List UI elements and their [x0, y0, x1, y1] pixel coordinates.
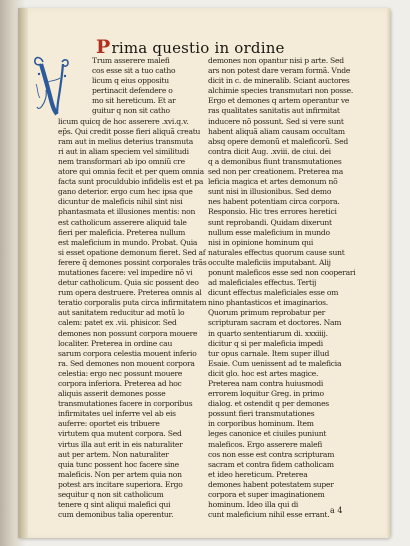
text-line: ad maleficiales effectus. Tertij	[208, 278, 317, 288]
text-line: tur opus carnale. Item super illud	[208, 348, 330, 358]
text-line: aut per artem. Non naturaliter	[58, 449, 169, 459]
text-line: scripturam sacram et doctores. Nam	[208, 318, 342, 328]
text-line: maleficis. Non per artem quia non	[58, 469, 182, 479]
text-line: maleficos. Ergo asserere malefi	[208, 439, 323, 449]
text-line: ri aut in aliam speciem vel similitudi	[58, 146, 189, 156]
text-line: transmutationes facere in corporibus	[58, 399, 193, 409]
text-line: inducere nõ possunt. Sed si vere sunt	[208, 116, 344, 126]
text-line: licum quicq de hoc asserere .xvi.q.v.	[58, 116, 189, 126]
text-line: et ideo hereticum. Preterea	[208, 469, 308, 479]
text-line: cum demonibus talia operentur.	[58, 510, 174, 520]
text-line: dicit in c. de mineralib. Sciant auctores	[208, 76, 350, 86]
text-line: Ergo et demones q artem operantur ve	[208, 96, 350, 106]
text-line: rum opera destruere. Preterea omnis al	[58, 288, 202, 298]
text-line: nullum esse maleficium in mundo	[208, 227, 330, 237]
text-line: guitur q non sit catho	[92, 106, 170, 116]
text-line: nino phantasticos et imaginarios.	[208, 298, 328, 308]
text-line: alchimie species transmutari non posse.	[208, 86, 354, 96]
text-line: demones non opantur nisi p arte. Sed	[208, 56, 344, 65]
text-line: dialog. et ostendit q per demones	[208, 399, 329, 409]
text-line: ra. Sed demones non mouent corpora	[58, 358, 195, 368]
text-line: sarum corpora celestia mouent inferio	[58, 348, 197, 358]
page-binding-edge	[18, 8, 28, 538]
text-line: contra dicit Aug. .xviii. de ciui. dei	[208, 146, 331, 156]
text-line: sunt reprobandi. Quidam dixerunt	[208, 217, 332, 227]
text-column-left	[58, 56, 207, 520]
text-line: calem: patet ex .vii. phisicor. Sed	[58, 318, 177, 328]
text-line: occulte maleficiis imputabant. Alij	[208, 257, 331, 267]
text-line: phantasmata et illusiones mentis: non	[58, 207, 196, 217]
text-line: ep̃s. Qui credit posse fieri aliquã creatu	[58, 126, 201, 136]
text-line: nes habent potentiam circa corpora.	[208, 197, 340, 207]
text-line: ars non potest dare veram formã. Vnde	[208, 66, 351, 76]
text-line: cunt maleficium nihil esse errant.	[208, 510, 330, 520]
text-line: in corporibus hominum. Item	[208, 419, 314, 429]
text-line: habent aliquã aliam causam occultam	[208, 126, 345, 136]
text-line: ram aut in melius deterius transmuta	[58, 136, 193, 146]
text-line: tenere q sint aliqui malefici qui	[58, 500, 171, 510]
text-line: leficia magica et artes demonum nõ	[208, 177, 338, 187]
text-line: errorem loquitur Greg. in primo	[208, 389, 324, 399]
text-line: si esset opatione demonum fieret. Sed af	[58, 247, 206, 257]
rubric-initial: P	[96, 36, 111, 58]
text-line: nem transformari ab ipo omniũ cre	[58, 156, 185, 166]
page-outer-edge	[386, 8, 390, 538]
text-line: ras qualitates sanitatis aut infirmitat	[208, 106, 340, 116]
text-line: nisi in opinione hominum qui	[208, 237, 314, 247]
text-line: dicit glo. hoc est artes magice.	[208, 368, 319, 378]
text-line: mutationes facere: vel impedire nõ vi	[58, 267, 193, 277]
text-line: absq opere demonũ et maleficorũ. Sed	[208, 136, 348, 146]
text-line: licum q eius oppositu	[92, 76, 169, 86]
text-line: Esaie. Cum uenissent ad te maleficia	[208, 358, 342, 368]
text-line: demones non possunt corpora mouere	[58, 328, 198, 338]
text-line: sed non per creationem. Preterea ma	[208, 167, 344, 177]
text-line: possunt fieri transmutationes	[208, 409, 315, 419]
text-line: mo sit hereticum. Et ar	[92, 96, 176, 106]
text-line: Trum asserere malefi	[92, 56, 170, 65]
text-line: celestia: ergo nec possunt mouere	[58, 368, 183, 378]
text-line: ferere q̃ demones possint corporales trãs	[58, 257, 207, 267]
text-line: cos esse sit a tuo catho	[92, 66, 176, 76]
text-line: virtus illa aut erit in eis naturaliter	[58, 439, 183, 449]
text-line: infirmitates uel inferre vel ab eis	[58, 409, 176, 419]
text-line: atore qui omnia fecit et per quem omnia	[58, 167, 204, 177]
text-line: naturales effectus quorum cause sunt	[208, 247, 345, 257]
text-line: Quorum primum reprobatur per	[208, 308, 325, 318]
rubric-heading	[96, 36, 285, 58]
text-line: auferre: oportet eis tribuere	[58, 419, 160, 429]
text-line: demones habent potestatem super	[208, 479, 334, 489]
text-line: virtutem qua mutent corpora. Sed	[58, 429, 182, 439]
text-line: corpora et super imaginationem	[208, 490, 325, 500]
text-line: dicunt effectus maleficiales esse om	[208, 288, 339, 298]
rubric-heading-text: rima questio in ordine	[111, 39, 285, 57]
text-line: est maleficium in mundo. Probat. Quia	[58, 237, 198, 247]
text-line: gano deterior. ergo cum hec ipsa que	[58, 187, 193, 197]
text-line: Preterea nam contra huiusmodi	[208, 379, 324, 388]
text-line: pertinacit defendere o	[92, 86, 173, 96]
text-line: detur catholicum. Quia sic possent deo	[58, 278, 199, 288]
text-line: teratio corporalis puta circa infirmitatem	[58, 298, 207, 308]
text-line: Responsio. Hic tres errores heretici	[208, 207, 337, 217]
text-line: quia tunc possent hoc facere sine	[58, 459, 179, 469]
text-line: est catholicum asserere aliquid tale	[58, 217, 187, 227]
text-line: sequitur q non sit catholicum	[58, 490, 164, 500]
text-line: potest ars incitare superiora. Ergo	[58, 479, 183, 489]
text-line: facta sunt proculdubio infidelis est et pa	[58, 177, 204, 187]
text-line: ponunt maleficos esse sed non cooperari	[208, 267, 356, 277]
text-line: q a demonibus fiunt transmutationes	[208, 156, 342, 166]
text-line: leges canonice et ciuiles puniunt	[208, 429, 327, 439]
signature-mark: a 4	[330, 506, 343, 515]
text-line: fieri per maleficia. Preterea nullum	[58, 227, 186, 237]
text-line: corpora inferiora. Preterea ad hoc	[58, 379, 182, 388]
text-line: sunt nisi in illusionibus. Sed demo	[208, 187, 332, 197]
text-line: sacram et contra fidem catholicam	[208, 459, 334, 469]
text-line: localiter. Preterea in ordine cau	[58, 338, 173, 348]
text-line: in quarto sententiarum di. xxxiiij.	[208, 328, 328, 338]
text-line: aut sanitatem reducitur ad motũ lo	[58, 308, 185, 318]
text-line: cos non esse est contra scripturam	[208, 449, 335, 459]
text-line: dicuntur de maleficis nihil sint nisi	[58, 197, 183, 207]
text-line: hominum. Ideo illa qui di	[208, 500, 299, 510]
text-line: dicitur q si per maleficia impedi	[208, 338, 323, 348]
text-line: aliquis asserit demones posse	[58, 389, 166, 399]
